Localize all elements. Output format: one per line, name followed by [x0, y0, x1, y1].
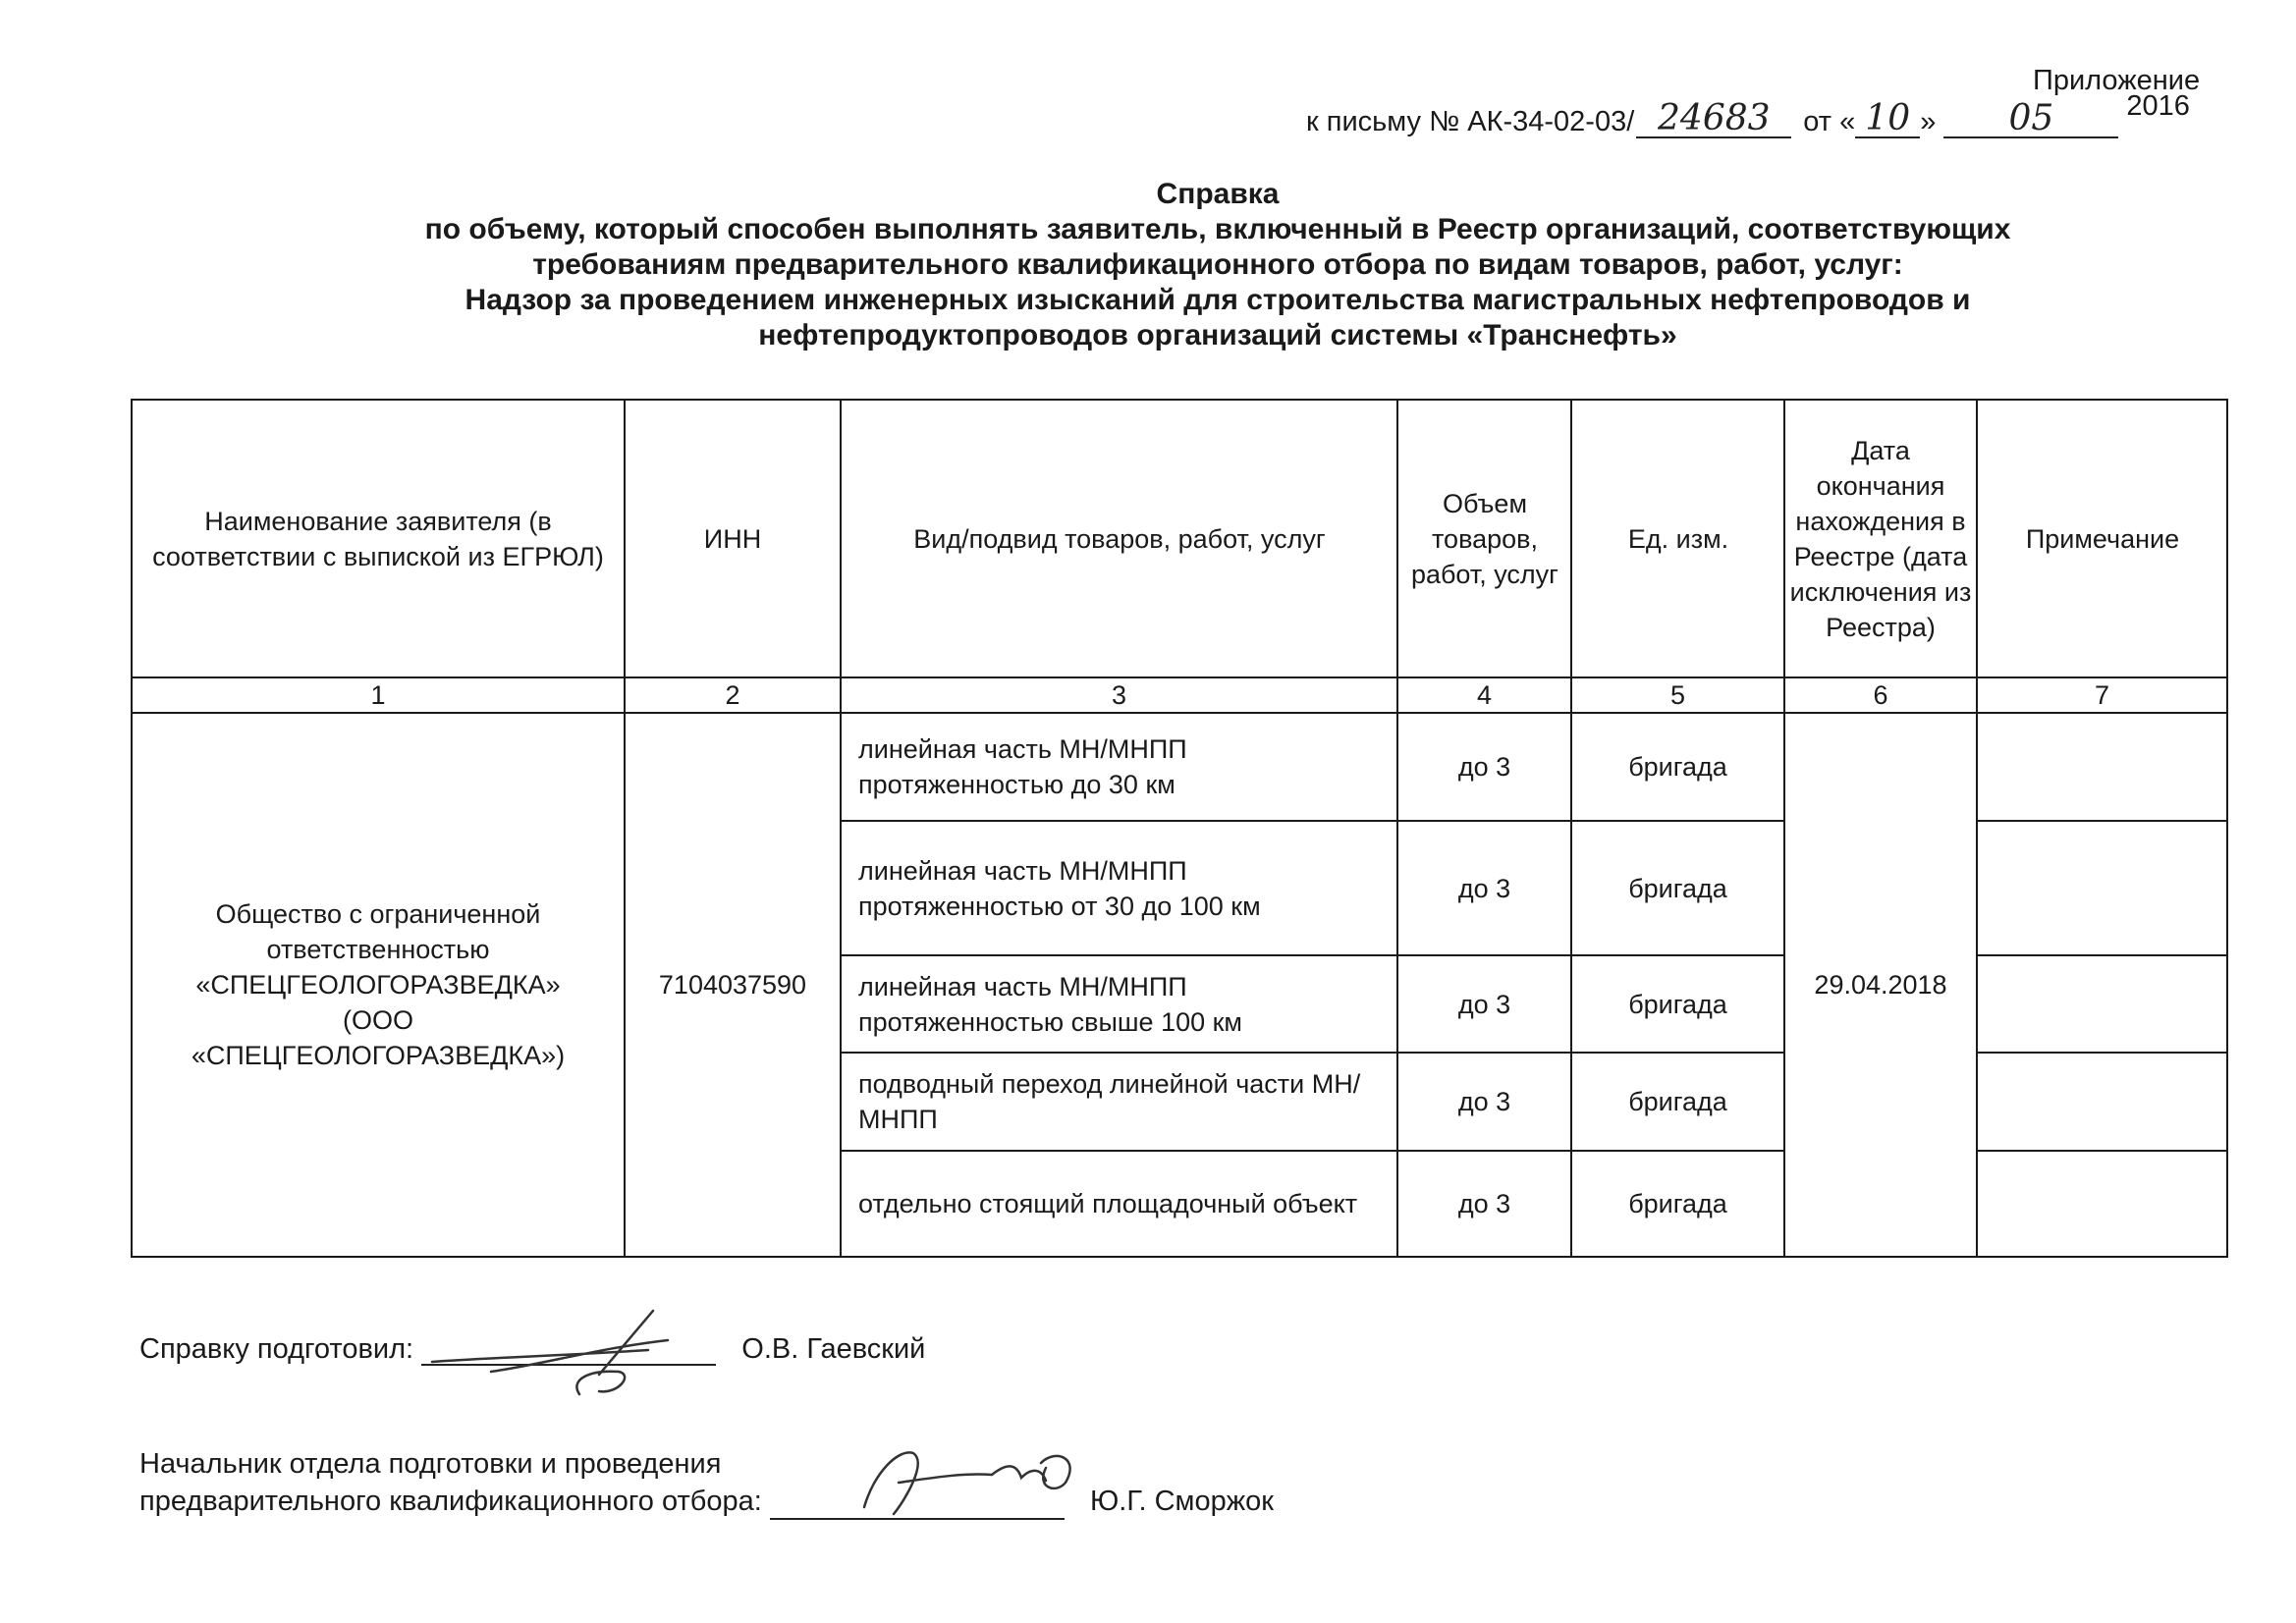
header-unit: Ед. изм. [1627, 523, 1729, 554]
quote-close: » [1920, 106, 1937, 137]
row-2-volume: до 3 [1457, 873, 1511, 903]
letter-reference [1306, 90, 2190, 138]
prepared-label: Справку подготовил: [139, 1333, 414, 1365]
row-4-volume: до 3 [1457, 1087, 1511, 1116]
header-service: Вид/подвид товаров, работ, услуг [913, 523, 1326, 554]
row-3-volume: до 3 [1457, 989, 1511, 1019]
head-name: Ю.Г. Сморжок [1089, 1486, 1274, 1517]
col-number-3: 3 [1111, 680, 1127, 710]
head-signature [845, 1424, 1100, 1532]
header-end-date: Дата окончания нахождения в Реестре (дата исключения из Реестра) [1789, 435, 1972, 642]
row-2-unit: бригада [1628, 873, 1727, 903]
appendix-label: Приложение [2033, 65, 2201, 96]
row-1-volume: до 3 [1457, 752, 1511, 782]
head-line [139, 1445, 1274, 1520]
row-5-volume: до 3 [1457, 1189, 1511, 1218]
day-handwritten: 10 [1855, 101, 1920, 138]
header-applicant: Наименование заявителя (в соответствии с выпиской из ЕГРЮЛ) [152, 506, 604, 571]
row-5-service: отдельно стоящий площадочный объект [858, 1189, 1358, 1218]
row-1-unit: бригада [1628, 752, 1727, 782]
title-heading: Справка [1156, 178, 1280, 210]
header-volume: Объем товаров, работ, услуг [1410, 488, 1559, 589]
row-4-service: подводный переход линейной части МН/МНПП [858, 1069, 1361, 1134]
title-line-2: требованиям предварительного квалификационного отбора по видам товаров, работ, услуг: [532, 248, 1903, 281]
row-3-unit: бригада [1628, 989, 1727, 1019]
col-number-4: 4 [1476, 680, 1493, 710]
registry-end-date: 29.04.2018 [1814, 970, 1947, 1000]
header-note: Примечание [2025, 523, 2180, 554]
row-1-service: линейная часть МН/МНПП протяженностью до 30 км [858, 734, 1187, 799]
from-word: от [1803, 106, 1832, 137]
document-title [295, 177, 2141, 353]
row-2-service: линейная часть МН/МНПП протяженностью от 30 до 100 км [858, 855, 1261, 921]
year: 2016 [2126, 90, 2190, 122]
col-number-1: 1 [370, 680, 386, 710]
title-line-1: по объему, который способен выполнять заявитель, включенный в Реестр организаций, соответствующих [424, 213, 2011, 245]
letter-prefix: к письму № АК-34-02-03/ [1306, 106, 1635, 137]
prepared-signature [422, 1301, 697, 1404]
row-5-unit: бригада [1628, 1189, 1727, 1218]
title-line-3: Надзор за проведением инженерных изысканий для строительства магистральных нефтепроводов и [465, 284, 1971, 316]
col-number-7: 7 [2094, 680, 2110, 710]
head-label-line-1: Начальник отдела подготовки и проведения [139, 1448, 722, 1480]
col-number-6: 6 [1873, 680, 1888, 710]
applicant-name: Общество с ограниченной ответственностью «СПЕЦГЕОЛОГОРАЗВЕДКА» (ООО «СПЕЦГЕОЛОГОРАЗВЕДКА») [191, 899, 566, 1070]
title-line-4: нефтепродуктопроводов организаций системы «Транснефть» [758, 319, 1677, 352]
col-number-5: 5 [1669, 680, 1686, 710]
row-4-unit: бригада [1628, 1087, 1727, 1116]
head-label-line-2: предварительного квалификационного отбора: [139, 1486, 762, 1517]
month-handwritten: 05 [1943, 101, 2118, 138]
applicant-inn: 7104037590 [658, 970, 807, 1000]
prepared-name: О.В. Гаевский [741, 1333, 926, 1365]
col-number-2: 2 [725, 680, 740, 710]
letter-number-handwritten: 24683 [1636, 101, 1791, 138]
row-3-service: линейная часть МН/МНПП протяженностью свыше 100 км [858, 971, 1242, 1037]
header-inn: ИНН [703, 523, 762, 554]
quote-open: « [1839, 106, 1856, 137]
